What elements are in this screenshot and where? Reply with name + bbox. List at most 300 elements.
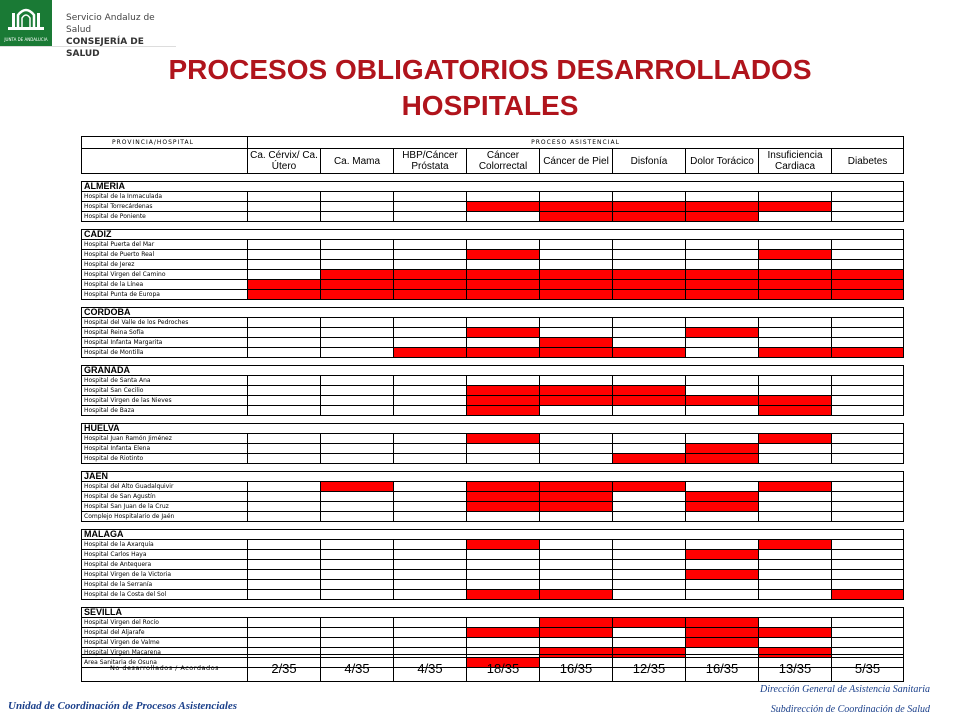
process-cell-empty: [686, 260, 759, 270]
process-cell-empty: [759, 338, 832, 348]
process-cell-empty: [394, 502, 467, 512]
process-cell-empty: [394, 492, 467, 502]
hospital-row: [82, 502, 904, 512]
process-cell-empty: [394, 570, 467, 580]
process-cell-empty: [248, 618, 321, 628]
logo-block: [0, 0, 176, 59]
process-cell-empty: [686, 590, 759, 600]
process-cell-empty: [832, 406, 904, 416]
process-cell-empty: [467, 454, 540, 464]
process-cell-done: [613, 454, 686, 464]
process-cell-empty: [467, 550, 540, 560]
process-cell-empty: [759, 512, 832, 522]
process-cell-empty: [394, 406, 467, 416]
hospital-row: [82, 260, 904, 270]
process-header: Cáncer Colorrectal: [467, 149, 540, 174]
process-cell-done: [832, 270, 904, 280]
process-cell-done: [540, 396, 613, 406]
process-cell-done: [613, 290, 686, 300]
process-cell-empty: [759, 376, 832, 386]
process-cell-empty: [394, 192, 467, 202]
process-cell-done: [467, 628, 540, 638]
process-cell-empty: [540, 192, 613, 202]
spacer-cell: [82, 416, 904, 424]
total-value: 13/35: [759, 655, 832, 682]
hospital-name: Hospital de Santa Ana: [82, 376, 248, 386]
process-cell-done: [467, 386, 540, 396]
process-cell-empty: [759, 318, 832, 328]
process-cell-done: [613, 386, 686, 396]
hospital-row: [82, 570, 904, 580]
process-cell-empty: [467, 338, 540, 348]
process-cell-empty: [540, 328, 613, 338]
process-cell-empty: [321, 580, 394, 590]
process-cell-empty: [832, 638, 904, 648]
process-cell-empty: [467, 580, 540, 590]
process-cell-empty: [613, 444, 686, 454]
process-cell-empty: [759, 550, 832, 560]
process-cell-empty: [759, 560, 832, 570]
process-cell-empty: [321, 260, 394, 270]
process-cell-empty: [759, 580, 832, 590]
process-cell-empty: [686, 250, 759, 260]
footer-direction-line-1: Dirección General de Asistencia Sanitaria: [760, 684, 930, 695]
hospital-row: [82, 280, 904, 290]
process-cell-empty: [540, 444, 613, 454]
process-cell-done: [540, 618, 613, 628]
process-cell-empty: [832, 512, 904, 522]
spacer-cell: [82, 174, 904, 182]
process-matrix-table: [81, 136, 904, 668]
process-cell-empty: [248, 348, 321, 358]
hospital-name: Hospital de Baza: [82, 406, 248, 416]
province-row: [82, 308, 904, 318]
spacer-row: [82, 174, 904, 182]
spacer-cell: [82, 522, 904, 530]
process-cell-empty: [832, 580, 904, 590]
hospital-row: [82, 444, 904, 454]
process-header: Insuficiencia Cardiaca: [759, 149, 832, 174]
process-cell-done: [832, 590, 904, 600]
spacer-row: [82, 600, 904, 608]
process-cell-empty: [248, 502, 321, 512]
process-cell-empty: [467, 560, 540, 570]
process-cell-empty: [467, 444, 540, 454]
header-process: PROCESO ASISTENCIAL: [248, 137, 904, 149]
process-cell-empty: [540, 406, 613, 416]
process-cell-done: [686, 550, 759, 560]
header-row-top: [82, 137, 904, 149]
process-cell-done: [540, 202, 613, 212]
process-cell-empty: [686, 376, 759, 386]
province-row: [82, 366, 904, 376]
hospital-name: Hospital Infanta Elena: [82, 444, 248, 454]
process-cell-empty: [321, 618, 394, 628]
process-cell-done: [686, 492, 759, 502]
hospital-row: [82, 638, 904, 648]
hospital-name: Hospital de Montilla: [82, 348, 248, 358]
process-cell-empty: [832, 570, 904, 580]
total-value: 4/35: [321, 655, 394, 682]
junta-logo-icon: [0, 0, 52, 46]
process-cell-done: [759, 406, 832, 416]
process-cell-empty: [832, 212, 904, 222]
process-cell-empty: [613, 434, 686, 444]
header-blank: [82, 149, 248, 174]
process-cell-empty: [467, 260, 540, 270]
process-cell-empty: [613, 550, 686, 560]
hospital-name: Hospital Reina Sofía: [82, 328, 248, 338]
process-cell-empty: [686, 338, 759, 348]
process-header: Cáncer de Piel: [540, 149, 613, 174]
hospital-row: [82, 348, 904, 358]
hospital-row: [82, 492, 904, 502]
process-cell-done: [686, 570, 759, 580]
hospital-name: Hospital Carlos Haya: [82, 550, 248, 560]
process-cell-empty: [248, 406, 321, 416]
process-cell-empty: [248, 192, 321, 202]
process-cell-empty: [321, 338, 394, 348]
process-cell-empty: [394, 444, 467, 454]
process-cell-empty: [321, 550, 394, 560]
process-cell-done: [759, 202, 832, 212]
process-cell-empty: [321, 348, 394, 358]
hospital-row: [82, 560, 904, 570]
process-cell-empty: [832, 492, 904, 502]
process-cell-done: [686, 290, 759, 300]
totals-label: No desarrollados / Acordados: [82, 655, 248, 682]
total-value: 18/35: [467, 655, 540, 682]
process-cell-empty: [394, 434, 467, 444]
process-cell-empty: [321, 386, 394, 396]
process-cell-done: [686, 280, 759, 290]
process-cell-done: [832, 348, 904, 358]
process-cell-empty: [467, 638, 540, 648]
hospital-row: [82, 482, 904, 492]
process-cell-empty: [394, 638, 467, 648]
process-cell-empty: [832, 550, 904, 560]
province-row: [82, 182, 904, 192]
process-cell-empty: [759, 638, 832, 648]
process-cell-empty: [248, 386, 321, 396]
process-cell-empty: [321, 540, 394, 550]
process-cell-done: [540, 628, 613, 638]
process-cell-done: [686, 396, 759, 406]
process-cell-empty: [321, 250, 394, 260]
process-cell-done: [467, 280, 540, 290]
hospital-name: Hospital del Alto Guadalquivir: [82, 482, 248, 492]
total-value: 4/35: [394, 655, 467, 682]
process-cell-empty: [759, 386, 832, 396]
process-cell-empty: [759, 492, 832, 502]
process-cell-empty: [832, 560, 904, 570]
process-cell-done: [613, 212, 686, 222]
hospital-name: Hospital de San Agustín: [82, 492, 248, 502]
hospital-name: Hospital de la Inmaculada: [82, 192, 248, 202]
process-cell-empty: [759, 444, 832, 454]
process-cell-done: [467, 540, 540, 550]
process-cell-empty: [686, 318, 759, 328]
hospital-row: [82, 628, 904, 638]
process-cell-empty: [248, 250, 321, 260]
process-cell-empty: [248, 560, 321, 570]
process-cell-empty: [613, 540, 686, 550]
process-cell-done: [759, 250, 832, 260]
hospital-name: Hospital de Jerez: [82, 260, 248, 270]
hospital-row: [82, 202, 904, 212]
process-cell-empty: [759, 590, 832, 600]
process-cell-empty: [321, 444, 394, 454]
process-cell-empty: [832, 202, 904, 212]
process-cell-done: [394, 270, 467, 280]
spacer-row: [82, 222, 904, 230]
process-header: Dolor Torácico: [686, 149, 759, 174]
process-cell-done: [686, 502, 759, 512]
process-cell-empty: [759, 570, 832, 580]
process-cell-empty: [613, 570, 686, 580]
process-cell-empty: [832, 502, 904, 512]
hospital-row: [82, 590, 904, 600]
process-cell-done: [540, 338, 613, 348]
process-cell-empty: [540, 550, 613, 560]
process-cell-empty: [540, 580, 613, 590]
process-cell-empty: [686, 386, 759, 396]
process-cell-empty: [613, 492, 686, 502]
process-cell-empty: [321, 376, 394, 386]
process-cell-empty: [248, 328, 321, 338]
process-cell-done: [613, 348, 686, 358]
process-cell-empty: [613, 512, 686, 522]
process-cell-empty: [394, 318, 467, 328]
process-cell-done: [467, 328, 540, 338]
process-cell-empty: [394, 540, 467, 550]
process-cell-done: [759, 434, 832, 444]
process-cell-empty: [248, 638, 321, 648]
process-cell-empty: [248, 318, 321, 328]
hospital-name: Hospital Virgen del Rocío: [82, 618, 248, 628]
header-province-hospital: PROVINCIA/HOSPITAL: [82, 137, 248, 149]
hospital-row: [82, 290, 904, 300]
logo-mark-text: JUNTA DE ANDALUCIA: [4, 37, 48, 42]
footer-unit: Unidad de Coordinación de Procesos Asistenciales: [8, 700, 238, 712]
process-cell-done: [759, 290, 832, 300]
process-cell-empty: [467, 192, 540, 202]
process-cell-empty: [832, 192, 904, 202]
process-cell-empty: [832, 250, 904, 260]
process-cell-done: [540, 348, 613, 358]
process-cell-done: [759, 396, 832, 406]
process-cell-done: [540, 482, 613, 492]
spacer-row: [82, 464, 904, 472]
process-cell-done: [759, 628, 832, 638]
total-value: 16/35: [686, 655, 759, 682]
process-cell-empty: [248, 454, 321, 464]
hospital-name: Hospital San Cecilio: [82, 386, 248, 396]
hospital-name: Hospital de Puerto Real: [82, 250, 248, 260]
process-cell-empty: [321, 512, 394, 522]
process-cell-empty: [248, 482, 321, 492]
process-cell-empty: [248, 550, 321, 560]
process-cell-empty: [832, 618, 904, 628]
process-cell-empty: [832, 260, 904, 270]
process-cell-empty: [394, 482, 467, 492]
hospital-row: [82, 580, 904, 590]
process-cell-done: [613, 280, 686, 290]
process-cell-empty: [613, 192, 686, 202]
process-cell-empty: [394, 212, 467, 222]
process-cell-done: [686, 202, 759, 212]
process-cell-empty: [759, 260, 832, 270]
process-cell-empty: [613, 590, 686, 600]
process-cell-done: [467, 482, 540, 492]
process-cell-empty: [613, 328, 686, 338]
process-cell-empty: [394, 628, 467, 638]
hospital-name: Hospital de Riotinto: [82, 454, 248, 464]
process-cell-empty: [248, 202, 321, 212]
process-cell-done: [540, 212, 613, 222]
process-cell-empty: [321, 492, 394, 502]
hospital-name: Hospital del Valle de los Pedroches: [82, 318, 248, 328]
process-cell-empty: [540, 434, 613, 444]
process-cell-done: [467, 348, 540, 358]
hospital-row: [82, 618, 904, 628]
process-cell-done: [467, 202, 540, 212]
process-header: Disfonía: [613, 149, 686, 174]
hospital-name: Hospital Infanta Margarita: [82, 338, 248, 348]
hospital-row: [82, 338, 904, 348]
process-cell-empty: [613, 560, 686, 570]
process-cell-done: [394, 290, 467, 300]
spacer-cell: [82, 222, 904, 230]
process-cell-done: [467, 406, 540, 416]
process-cell-empty: [613, 580, 686, 590]
process-cell-empty: [759, 454, 832, 464]
process-cell-done: [686, 212, 759, 222]
hospital-row: [82, 512, 904, 522]
process-header: Ca. Cérvix/ Ca. Útero: [248, 149, 321, 174]
process-cell-empty: [467, 376, 540, 386]
total-value: 16/35: [540, 655, 613, 682]
process-cell-empty: [394, 550, 467, 560]
process-cell-empty: [540, 260, 613, 270]
process-cell-empty: [613, 338, 686, 348]
process-cell-done: [686, 454, 759, 464]
total-value: 5/35: [832, 655, 904, 682]
process-cell-done: [759, 348, 832, 358]
hospital-row: [82, 406, 904, 416]
process-cell-empty: [394, 512, 467, 522]
province-name: MALAGA: [82, 530, 904, 540]
process-cell-done: [759, 540, 832, 550]
process-cell-empty: [321, 628, 394, 638]
process-header: HBP/Cáncer Próstata: [394, 149, 467, 174]
hospital-name: Hospital de Antequera: [82, 560, 248, 570]
process-cell-empty: [248, 376, 321, 386]
process-cell-empty: [832, 628, 904, 638]
process-cell-empty: [248, 540, 321, 550]
spacer-cell: [82, 300, 904, 308]
process-cell-empty: [248, 434, 321, 444]
process-cell-empty: [686, 348, 759, 358]
process-cell-done: [540, 590, 613, 600]
process-cell-done: [321, 482, 394, 492]
process-cell-empty: [394, 376, 467, 386]
hospital-row: [82, 240, 904, 250]
totals-table: [81, 654, 904, 682]
process-cell-empty: [394, 386, 467, 396]
process-cell-done: [321, 270, 394, 280]
process-cell-done: [686, 328, 759, 338]
process-cell-empty: [540, 376, 613, 386]
process-cell-done: [248, 280, 321, 290]
province-row: [82, 424, 904, 434]
hospital-name: Hospital Virgen Macarena: [82, 648, 248, 658]
process-cell-empty: [248, 580, 321, 590]
process-cell-empty: [321, 212, 394, 222]
process-cell-empty: [467, 512, 540, 522]
process-cell-done: [759, 482, 832, 492]
hospital-name: Hospital San Juan de la Cruz: [82, 502, 248, 512]
process-cell-empty: [248, 270, 321, 280]
process-cell-empty: [394, 454, 467, 464]
hospital-row: [82, 192, 904, 202]
process-cell-done: [613, 270, 686, 280]
process-cell-done: [540, 270, 613, 280]
process-cell-empty: [248, 240, 321, 250]
process-cell-done: [613, 396, 686, 406]
process-cell-empty: [686, 512, 759, 522]
spacer-row: [82, 300, 904, 308]
process-cell-done: [686, 638, 759, 648]
process-cell-empty: [832, 434, 904, 444]
hospital-row: [82, 434, 904, 444]
process-cell-empty: [321, 454, 394, 464]
process-cell-done: [540, 280, 613, 290]
logo-line-1: Servicio Andaluz de Salud: [66, 13, 155, 35]
process-cell-empty: [540, 318, 613, 328]
province-name: ALMERIA: [82, 182, 904, 192]
process-header: Diabetes: [832, 149, 904, 174]
process-cell-empty: [832, 444, 904, 454]
process-cell-done: [832, 280, 904, 290]
province-name: GRANADA: [82, 366, 904, 376]
process-cell-empty: [394, 338, 467, 348]
process-cell-done: [540, 386, 613, 396]
process-cell-done: [613, 618, 686, 628]
spacer-cell: [82, 464, 904, 472]
process-cell-empty: [613, 406, 686, 416]
process-cell-empty: [321, 240, 394, 250]
process-cell-empty: [321, 590, 394, 600]
process-cell-empty: [540, 570, 613, 580]
process-cell-empty: [540, 250, 613, 260]
process-cell-empty: [613, 318, 686, 328]
hospital-name: Hospital Puerta del Mar: [82, 240, 248, 250]
process-cell-empty: [832, 338, 904, 348]
header-row-processes: [82, 149, 904, 174]
process-cell-empty: [613, 260, 686, 270]
process-cell-done: [467, 502, 540, 512]
process-cell-empty: [248, 212, 321, 222]
process-cell-empty: [613, 250, 686, 260]
process-cell-empty: [540, 540, 613, 550]
footer-direction-line-2: Subdirección de Coordinación de Salud: [770, 704, 930, 715]
process-cell-empty: [686, 560, 759, 570]
province-name: HUELVA: [82, 424, 904, 434]
spacer-cell: [82, 358, 904, 366]
process-cell-empty: [686, 240, 759, 250]
process-cell-empty: [248, 492, 321, 502]
